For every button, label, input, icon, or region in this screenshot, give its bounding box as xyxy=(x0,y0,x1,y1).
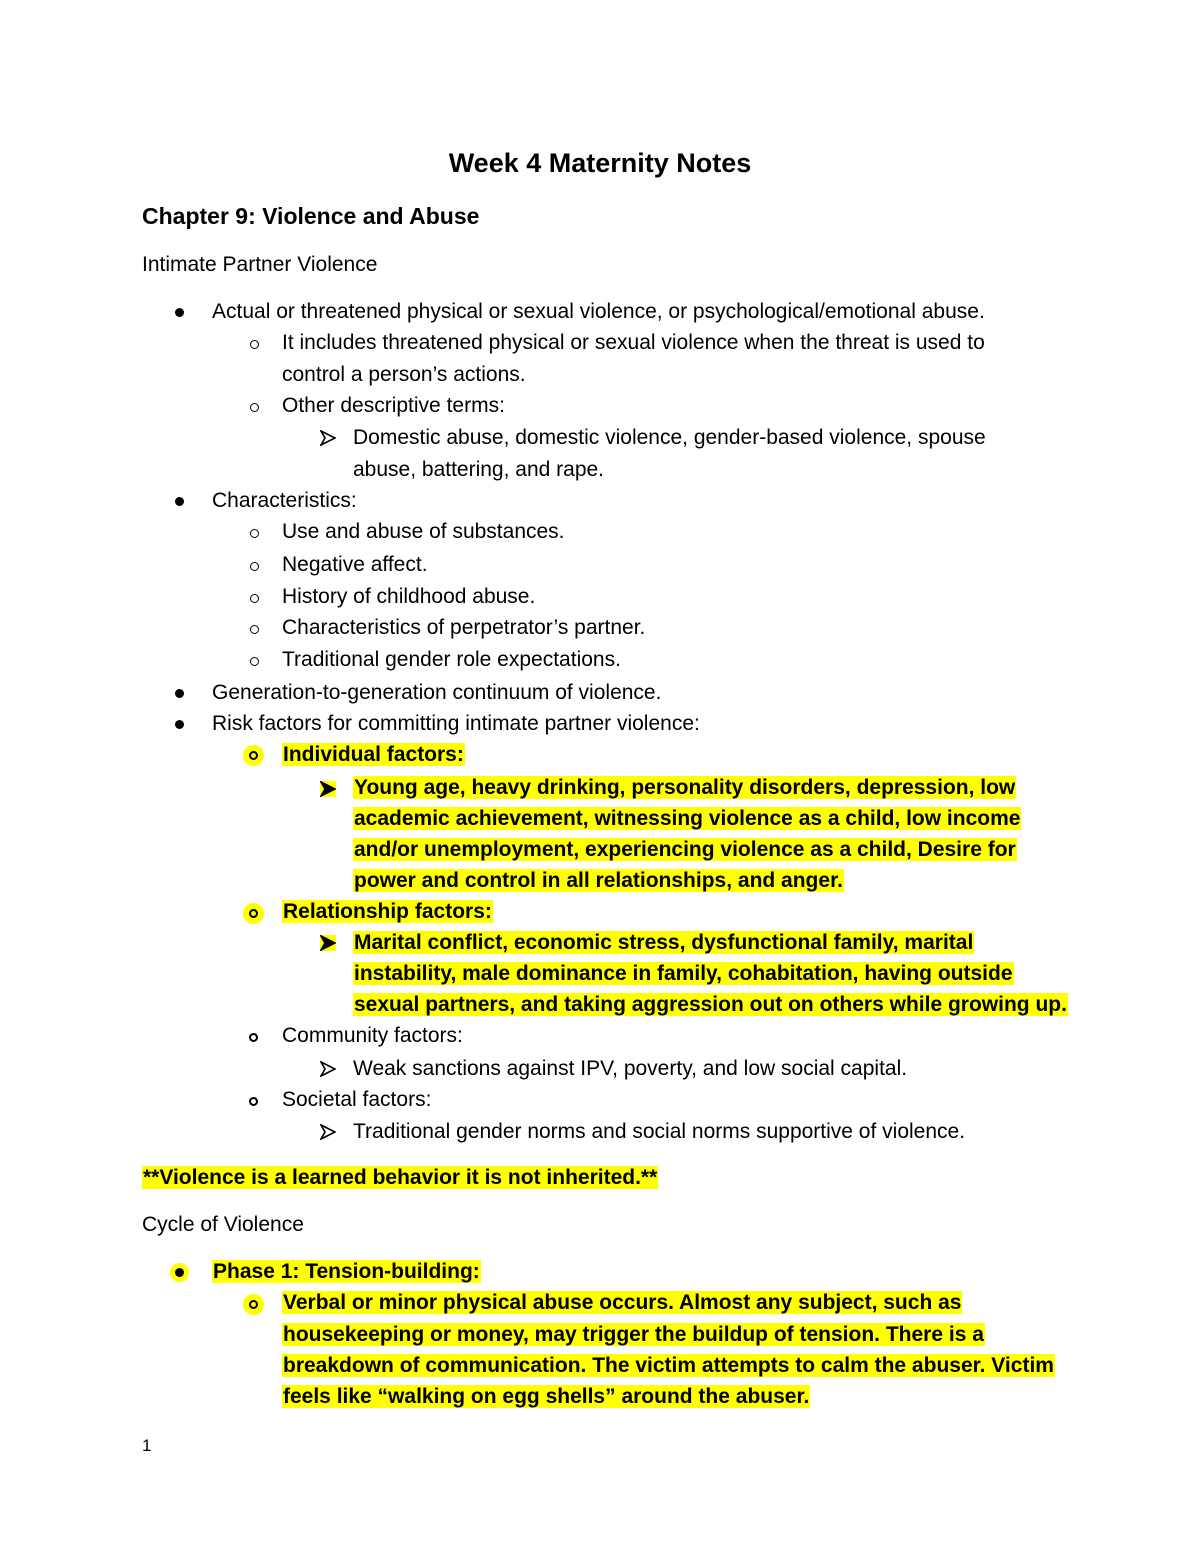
list-item-continued xyxy=(353,866,844,896)
list-item xyxy=(353,773,1016,803)
highlighted-text: Young age, heavy drinking, personality disorders, depression, low xyxy=(354,776,1016,799)
list-item: Use and abuse of substances. xyxy=(282,520,565,543)
bullet-icon xyxy=(175,497,184,506)
list-item xyxy=(212,1257,481,1287)
highlighted-text: and/or unemployment, experiencing violence as a child, Desire for xyxy=(354,838,1016,861)
section-heading-cycle: Cycle of Violence xyxy=(142,1213,304,1236)
list-item: Actual or threatened physical or sexual violence, or psychological/emotional abuse. xyxy=(212,300,985,323)
list-item-continued xyxy=(282,1320,985,1350)
list-item: Community factors: xyxy=(282,1024,463,1047)
list-item: It includes threatened physical or sexual violence when the threat is used to xyxy=(282,331,985,354)
list-item xyxy=(282,740,465,770)
list-item-continued xyxy=(353,835,1017,865)
arrow-bullet-icon xyxy=(320,935,336,951)
list-item: Characteristics of perpetrator’s partner. xyxy=(282,616,646,639)
list-item-continued: abuse, battering, and rape. xyxy=(353,458,605,481)
list-item xyxy=(282,1288,962,1318)
list-item xyxy=(282,897,493,927)
sub-bullet-icon xyxy=(249,1097,258,1106)
highlighted-text: housekeeping or money, may trigger the buildup of tension. There is a xyxy=(283,1323,984,1346)
sub-bullet-icon xyxy=(249,1033,258,1042)
sub-bullet-icon xyxy=(250,625,259,634)
list-item: Generation-to-generation continuum of violence. xyxy=(212,681,662,704)
list-item-continued xyxy=(353,959,1014,989)
list-item: Traditional gender role expectations. xyxy=(282,648,621,671)
highlighted-text: Marital conflict, economic stress, dysfunctional family, marital xyxy=(354,931,974,954)
bullet-icon xyxy=(175,720,184,729)
arrow-bullet-icon xyxy=(320,1061,336,1077)
sub-bullet-icon xyxy=(250,340,259,349)
highlighted-text: feels like “walking on egg shells” around the abuser. xyxy=(283,1385,810,1408)
emphasis-note xyxy=(142,1163,658,1193)
list-item-continued: control a person’s actions. xyxy=(282,363,526,386)
list-item: Risk factors for committing intimate partner violence: xyxy=(212,712,700,735)
sub-bullet-icon xyxy=(250,529,259,538)
list-item: Characteristics: xyxy=(212,489,357,512)
list-item: Negative affect. xyxy=(282,553,428,576)
highlighted-text: Verbal or minor physical abuse occurs. Almost any subject, such as xyxy=(283,1291,962,1314)
bullet-icon xyxy=(175,308,184,317)
list-item xyxy=(353,928,974,958)
list-item-continued xyxy=(282,1382,810,1412)
bullet-icon xyxy=(175,1268,184,1277)
list-item-continued xyxy=(353,804,1021,834)
sub-bullet-icon xyxy=(250,594,259,603)
list-item: Other descriptive terms: xyxy=(282,394,505,417)
highlighted-text: breakdown of communication. The victim attempts to calm the abuser. Victim xyxy=(283,1354,1054,1377)
highlighted-text: Phase 1: Tension-building: xyxy=(213,1260,480,1283)
list-item: Societal factors: xyxy=(282,1088,432,1111)
sub-bullet-icon xyxy=(250,562,259,571)
list-item: Weak sanctions against IPV, poverty, and low social capital. xyxy=(353,1057,908,1080)
highlighted-text: instability, male dominance in family, cohabitation, having outside xyxy=(354,962,1013,985)
highlighted-text: academic achievement, witnessing violence as a child, low income xyxy=(354,807,1021,830)
list-item: Traditional gender norms and social norms supportive of violence. xyxy=(353,1120,966,1143)
arrow-bullet-icon xyxy=(320,1124,336,1140)
bullet-icon xyxy=(175,689,184,698)
highlighted-text: power and control in all relationships, and anger. xyxy=(354,869,843,892)
arrow-bullet-icon xyxy=(320,430,336,446)
highlighted-text: sexual partners, and taking aggression out on others while growing up. xyxy=(354,993,1067,1016)
highlighted-text: Relationship factors: xyxy=(283,900,492,923)
sub-bullet-icon xyxy=(249,909,258,918)
sub-bullet-icon xyxy=(250,403,259,412)
sub-bullet-icon xyxy=(250,657,259,666)
page-number: 1 xyxy=(142,1436,152,1455)
list-item: Domestic abuse, domestic violence, gender-based violence, spouse xyxy=(353,426,986,449)
section-heading-ipv: Intimate Partner Violence xyxy=(142,253,378,276)
sub-bullet-icon xyxy=(249,751,258,760)
highlighted-text: **Violence is a learned behavior it is not inherited.** xyxy=(143,1166,658,1189)
sub-bullet-icon xyxy=(249,1300,258,1309)
list-item-continued xyxy=(282,1351,1055,1381)
list-item: History of childhood abuse. xyxy=(282,585,536,608)
list-item-continued xyxy=(353,990,1068,1020)
chapter-heading: Chapter 9: Violence and Abuse xyxy=(142,203,480,229)
highlighted-text: Individual factors: xyxy=(283,743,464,766)
arrow-bullet-icon xyxy=(320,781,336,797)
page-title: Week 4 Maternity Notes xyxy=(448,148,752,178)
